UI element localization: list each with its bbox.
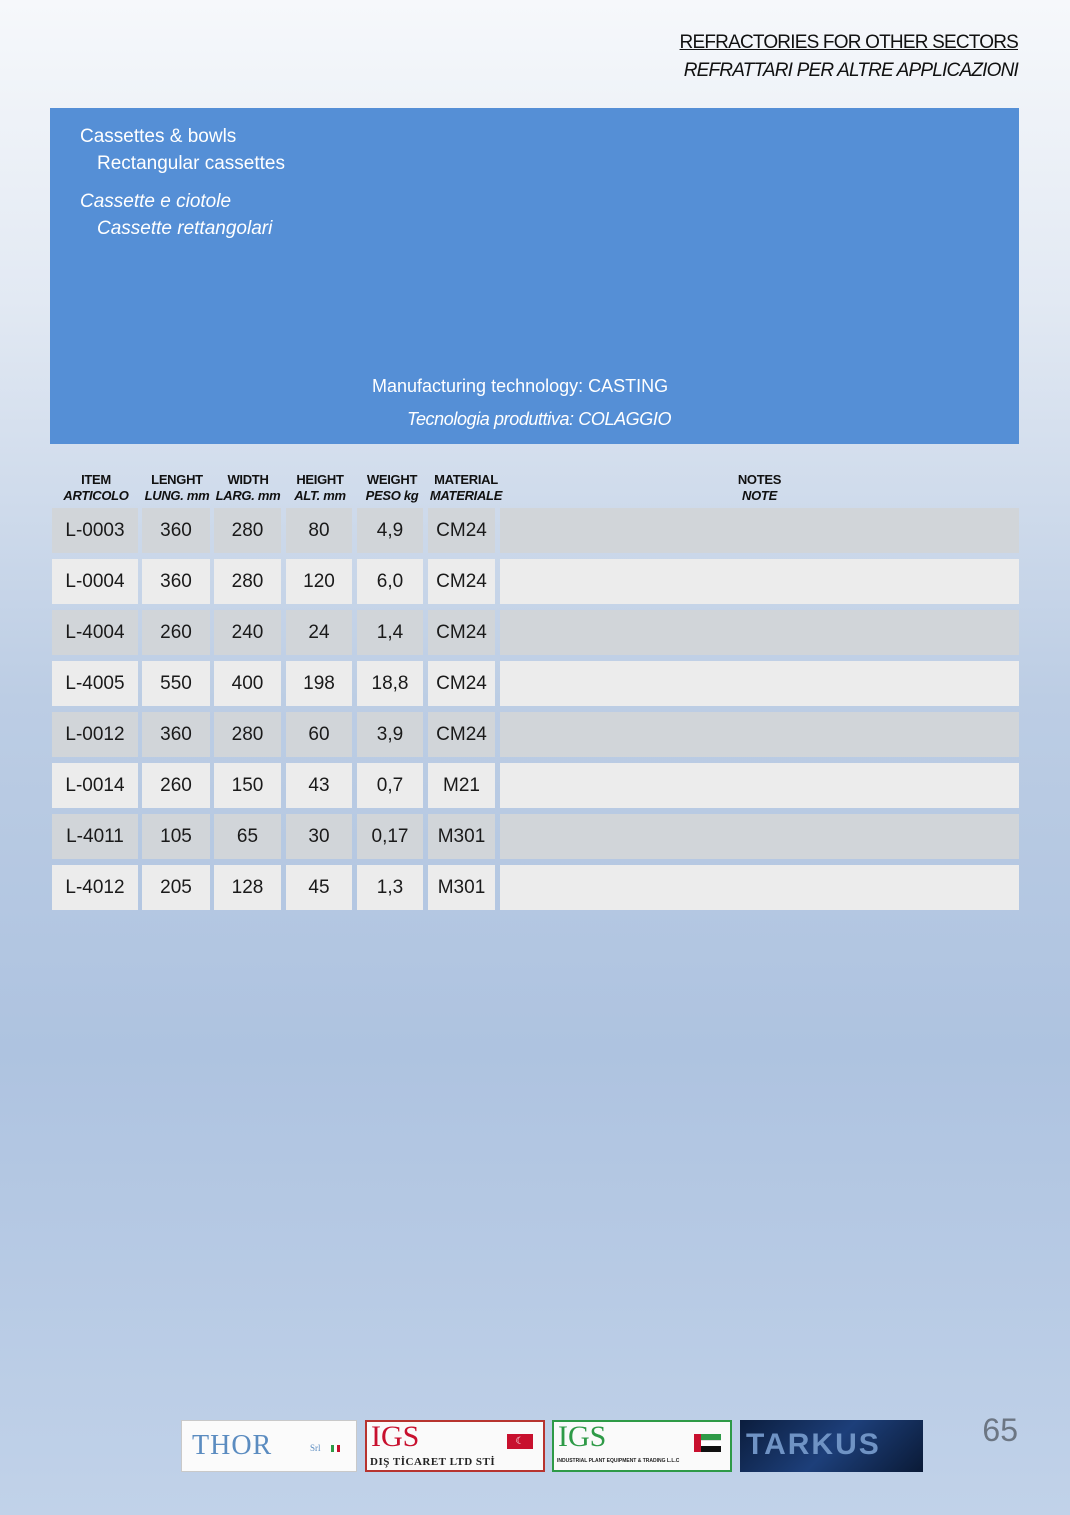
- cell-width: 240: [214, 610, 281, 655]
- table-row: [52, 661, 1019, 706]
- cell-material: CM24: [428, 508, 495, 553]
- section-title: REFRACTORIES FOR OTHER SECTORS: [679, 32, 1018, 53]
- flag-ae-icon: [694, 1434, 701, 1452]
- cell-material: CM24: [428, 712, 495, 757]
- cell-material: M301: [428, 865, 495, 910]
- cell-length: 260: [142, 763, 210, 808]
- column-header-material: MATERIAL MATERIALE: [429, 472, 503, 503]
- cell-item: L-4011: [52, 814, 138, 859]
- table-row: [52, 865, 1019, 910]
- column-header-length: LENGHT LUNG. mm: [144, 472, 210, 503]
- product-banner: [50, 108, 1019, 444]
- igs-uae-logo: IGS INDUSTRIAL PLANT EQUIPMENT & TRADING L.L.C: [552, 1420, 732, 1472]
- table-row: [52, 559, 1019, 604]
- cell-height: 80: [286, 508, 352, 553]
- cell-height: 198: [286, 661, 352, 706]
- cell-width: 280: [214, 712, 281, 757]
- cell-material: M301: [428, 814, 495, 859]
- cell-weight: 0,17: [357, 814, 423, 859]
- column-header-item: ITEM ARTICOLO: [63, 472, 129, 503]
- page-number: 65: [982, 1412, 1018, 1448]
- cell-notes: [500, 559, 1019, 604]
- cell-notes: [500, 610, 1019, 655]
- technology-label-it: Tecnologia produttiva: COLAGGIO: [407, 409, 672, 429]
- cell-weight: 1,3: [357, 865, 423, 910]
- cell-weight: 4,9: [357, 508, 423, 553]
- cell-width: 280: [214, 559, 281, 604]
- tarkus-logo: TARKUS: [740, 1420, 923, 1472]
- cell-notes: [500, 814, 1019, 859]
- cell-height: 45: [286, 865, 352, 910]
- product-title-it: Cassette e ciotole: [80, 191, 232, 212]
- cell-material: CM24: [428, 559, 495, 604]
- technology-label: Manufacturing technology: CASTING: [372, 376, 669, 396]
- product-title: Cassettes & bowls: [80, 126, 237, 147]
- cell-height: 43: [286, 763, 352, 808]
- igs-turkey-logo: IGS ☾ DIŞ TİCARET LTD STİ: [365, 1420, 545, 1472]
- cell-length: 360: [142, 559, 210, 604]
- cell-length: 360: [142, 712, 210, 757]
- cell-weight: 6,0: [357, 559, 423, 604]
- cell-height: 120: [286, 559, 352, 604]
- cell-item: L-0004: [52, 559, 138, 604]
- cell-weight: 18,8: [357, 661, 423, 706]
- cell-width: 128: [214, 865, 281, 910]
- cell-weight: 1,4: [357, 610, 423, 655]
- cell-material: CM24: [428, 610, 495, 655]
- cell-height: 24: [286, 610, 352, 655]
- cell-item: L-4005: [52, 661, 138, 706]
- table-row: [52, 508, 1019, 553]
- cell-item: L-0003: [52, 508, 138, 553]
- cell-notes: [500, 712, 1019, 757]
- table-row: [52, 712, 1019, 757]
- column-header-height: HEIGHT ALT. mm: [294, 472, 346, 503]
- cell-width: 150: [214, 763, 281, 808]
- table-row: [52, 610, 1019, 655]
- cell-notes: [500, 661, 1019, 706]
- table-row: [52, 814, 1019, 859]
- cell-length: 360: [142, 508, 210, 553]
- cell-item: L-4012: [52, 865, 138, 910]
- thor-logo: THOR Srl: [181, 1420, 357, 1472]
- cell-length: 550: [142, 661, 210, 706]
- cell-width: 280: [214, 508, 281, 553]
- cell-width: 400: [214, 661, 281, 706]
- cell-width: 65: [214, 814, 281, 859]
- cell-length: 105: [142, 814, 210, 859]
- cell-notes: [500, 763, 1019, 808]
- column-header-notes: NOTES NOTE: [737, 472, 782, 503]
- cell-weight: 3,9: [357, 712, 423, 757]
- table-row: [52, 763, 1019, 808]
- cell-item: L-0012: [52, 712, 138, 757]
- cell-notes: [500, 865, 1019, 910]
- cell-notes: [500, 508, 1019, 553]
- cell-item: L-4004: [52, 610, 138, 655]
- cell-weight: 0,7: [357, 763, 423, 808]
- cell-height: 60: [286, 712, 352, 757]
- cell-material: CM24: [428, 661, 495, 706]
- product-subtitle: Rectangular cassettes: [97, 153, 285, 174]
- flag-tr-icon: ☾: [507, 1434, 533, 1449]
- column-header-width: WIDTH LARG. mm: [215, 472, 281, 503]
- cell-length: 205: [142, 865, 210, 910]
- column-header-weight: WEIGHT PESO kg: [365, 472, 419, 503]
- cell-length: 260: [142, 610, 210, 655]
- cell-material: M21: [428, 763, 495, 808]
- section-subtitle: REFRATTARI PER ALTRE APPLICAZIONI: [683, 60, 1018, 81]
- cell-height: 30: [286, 814, 352, 859]
- cell-item: L-0014: [52, 763, 138, 808]
- product-subtitle-it: Cassette rettangolari: [97, 218, 273, 239]
